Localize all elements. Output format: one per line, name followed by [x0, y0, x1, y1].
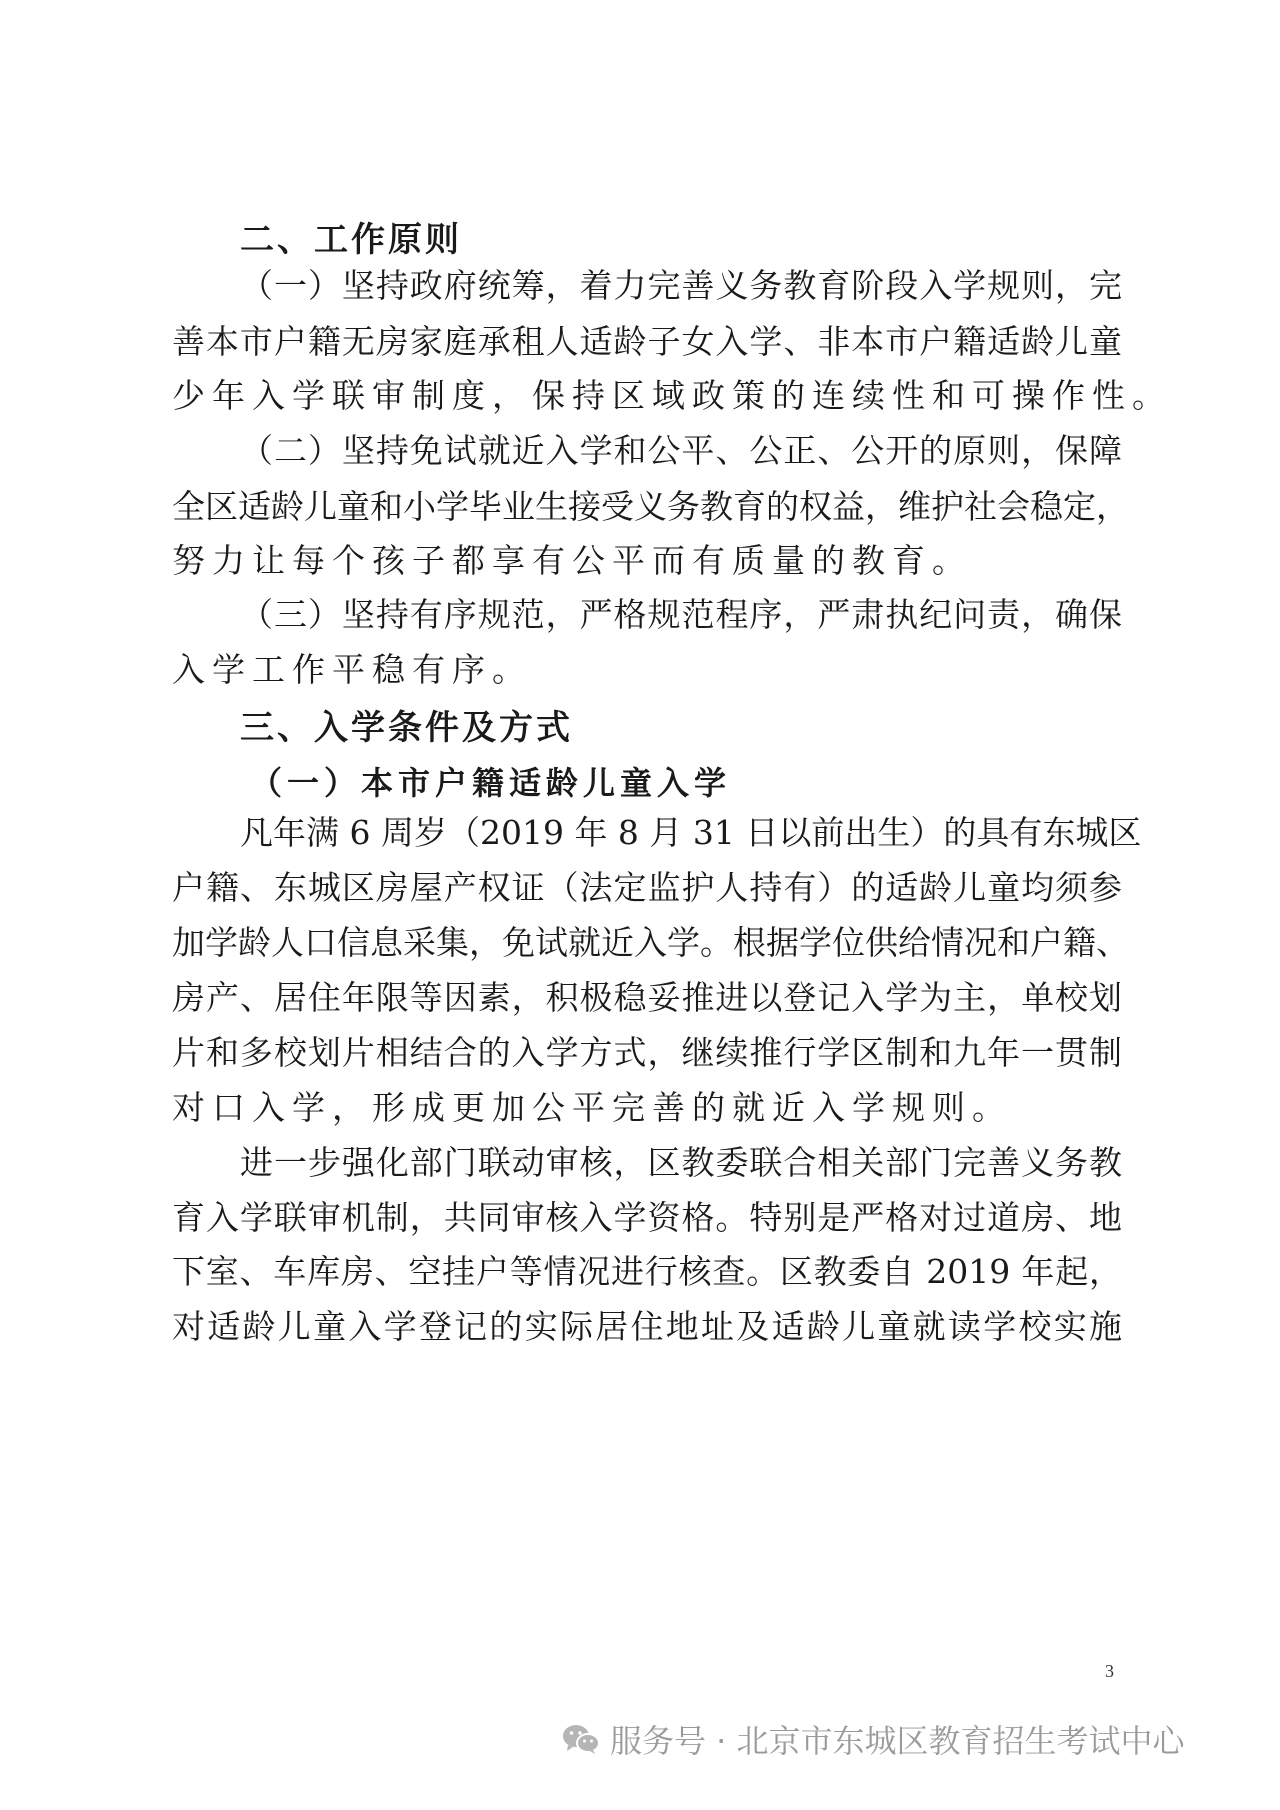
- section-heading-principles: 二、工作原则: [240, 220, 462, 260]
- subsection-heading: （一）本市户籍适龄儿童入学: [250, 764, 732, 802]
- paragraph-line: 对口入学，形成更加公平完善的就近入学规则。: [172, 1088, 1012, 1127]
- paragraph-line: 下室、车库房、空挂户等情况进行核查。区教委自 2019 年起，: [172, 1252, 1122, 1291]
- paragraph-line: 全区适龄儿童和小学毕业生接受义务教育的权益，维护社会稳定，: [172, 487, 1129, 526]
- page-number: 3: [1105, 1661, 1114, 1681]
- paragraph-line: 努力让每个孩子都享有公平而有质量的教育。: [172, 541, 972, 580]
- paragraph-line: 进一步强化部门联动审核，区教委联合相关部门完善义务教: [240, 1143, 1122, 1182]
- footer-watermark: [562, 1716, 1185, 1762]
- paragraph-line: （三）坚持有序规范，严格规范程序，严肃执纪问责，确保: [240, 595, 1122, 634]
- paragraph-line: （二）坚持免试就近入学和公平、公正、公开的原则，保障: [240, 431, 1122, 470]
- paragraph-line: 对适龄儿童入学登记的实际居住地址及适龄儿童就读学校实施: [172, 1307, 1122, 1346]
- paragraph-line: 房产、居住年限等因素，积极稳妥推进以登记入学为主，单校划: [172, 978, 1122, 1017]
- paragraph-line: 片和多校划片相结合的入学方式，继续推行学区制和九年一贯制: [172, 1033, 1122, 1072]
- paragraph-line: （一）坚持政府统筹，着力完善义务教育阶段入学规则，完: [240, 266, 1122, 305]
- section-heading-admission: 三、入学条件及方式: [240, 708, 573, 748]
- paragraph-line: 育入学联审机制，共同审核入学资格。特别是严格对过道房、地: [172, 1198, 1122, 1237]
- footer-text: 服务号 · 北京市东城区教育招生考试中心: [610, 1722, 1185, 1760]
- paragraph-line: 少年入学联审制度，保持区域政策的连续性和可操作性。: [172, 376, 1172, 415]
- paragraph-line: 加学龄人口信息采集，免试就近入学。根据学位供给情况和户籍、: [172, 923, 1129, 962]
- paragraph-line: 户籍、东城区房屋产权证（法定监护人持有）的适龄儿童均须参: [172, 868, 1122, 907]
- paragraph-line: 善本市户籍无房家庭承租人适龄子女入学、非本市户籍适龄儿童: [172, 322, 1122, 361]
- paragraph-line: 入学工作平稳有序。: [172, 650, 532, 689]
- wechat-icon: [562, 1723, 600, 1755]
- paragraph-line: 凡年满 6 周岁（2019 年 8 月 31 日以前出生）的具有东城区: [240, 813, 1142, 852]
